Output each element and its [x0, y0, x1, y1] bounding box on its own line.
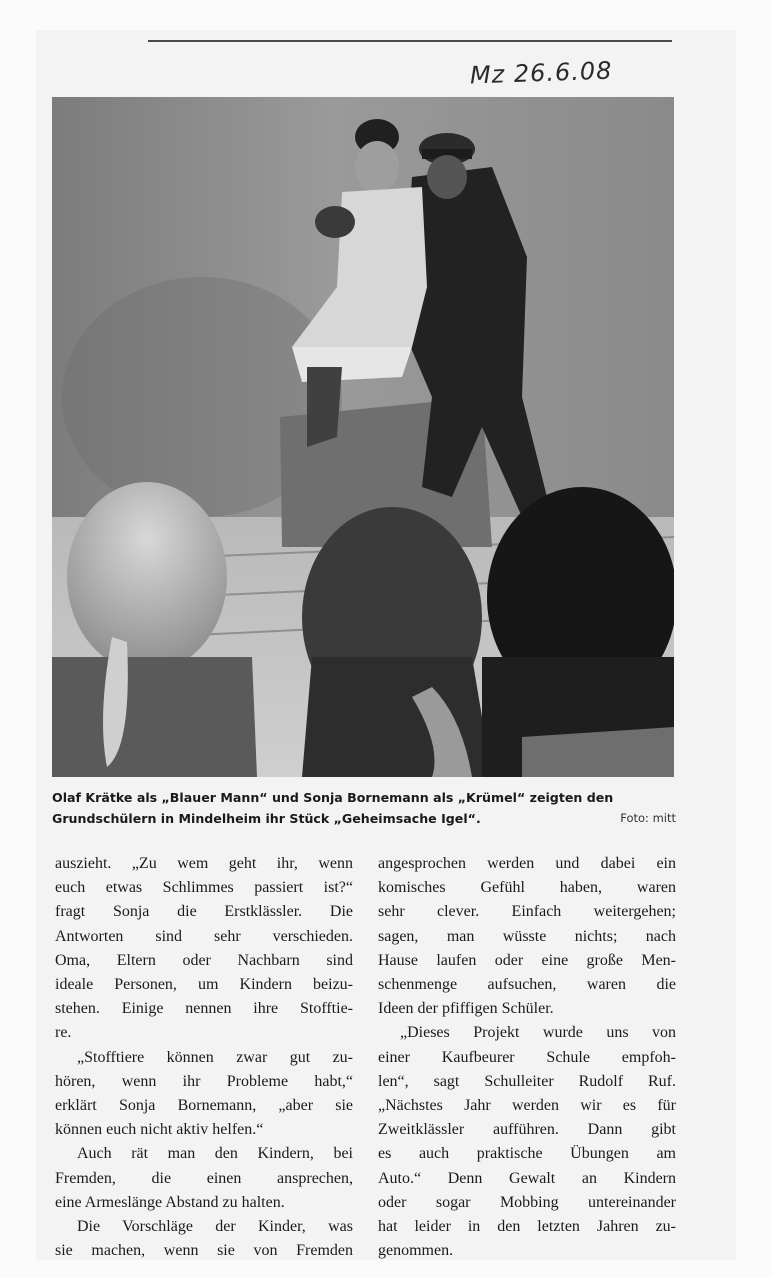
text-line: erklärt Sonja Bornemann, „aber sie [55, 1097, 353, 1115]
text-line: hören, wenn ihr Probleme habt,“ [55, 1072, 353, 1090]
text-line: „Nächstes Jahr werden wir es für [378, 1097, 676, 1115]
text-line: können euch nicht aktiv helfen.“ [55, 1121, 264, 1139]
photo-caption [52, 787, 676, 829]
article-column-left [55, 852, 353, 1263]
article-column-right [378, 852, 676, 1263]
text-line: sehr clever. Einfach weitergehen; [378, 903, 676, 921]
text-line: Zweitklässler aufführen. Dann gibt [378, 1121, 676, 1139]
text-line: Oma, Eltern oder Nachbarn sind [55, 951, 353, 969]
photo-credit: Foto: mitt [620, 811, 676, 825]
text-line: einer Kaufbeurer Schule empfoh- [378, 1048, 676, 1066]
text-line: es auch praktische Übungen am [378, 1145, 676, 1163]
paragraph [55, 1142, 353, 1215]
text-line: Hause laufen oder eine große Men- [378, 951, 676, 969]
paragraph [55, 1046, 353, 1143]
paragraph [55, 852, 353, 1046]
caption-line: Olaf Krätke als „Blauer Mann“ und Sonja Bornemann als „Krümel“ zeigten den [52, 790, 614, 805]
text-line: auszieht. „Zu wem geht ihr, wenn [55, 855, 353, 872]
text-line: „Dieses Projekt wurde uns von [400, 1024, 676, 1042]
top-rule [148, 40, 672, 42]
text-line: Antworten sind sehr verschieden. [55, 927, 353, 945]
text-line: „Stofftiere können zwar gut zu- [77, 1048, 353, 1066]
text-line: sie machen, wenn sie von Fremden [55, 1242, 353, 1260]
text-line: Auto.“ Denn Gewalt an Kindern [378, 1169, 676, 1187]
text-line: fragt Sonja die Erstklässler. Die [55, 903, 353, 921]
text-line: hat leider in den letzten Jahren zu- [378, 1218, 676, 1236]
text-line: oder sogar Mobbing untereinander [378, 1193, 676, 1211]
text-line: angesprochen werden und dabei ein [378, 855, 676, 872]
caption-line: Grundschülern in Mindelheim ihr Stück „Geheimsache Igel“. [52, 811, 481, 826]
text-line: stehen. Einige nennen ihre Stofftie- [55, 1000, 353, 1018]
text-line: Ideen der pfiffigen Schüler. [378, 1000, 554, 1018]
article-photo [52, 97, 674, 777]
text-line: genommen. [378, 1242, 454, 1260]
text-line: schenmenge aufsuchen, waren die [378, 976, 676, 994]
text-line: re. [55, 1024, 72, 1042]
text-line: eine Armeslänge Abstand zu halten. [55, 1193, 285, 1211]
paragraph [378, 852, 676, 1021]
text-line: sagen, man wüsste nichts; nach [378, 927, 676, 945]
text-line: len“, sagt Schulleiter Rudolf Ruf. [378, 1072, 676, 1090]
text-line: euch etwas Schlimmes passiert ist?“ [55, 879, 353, 897]
text-line: Die Vorschläge der Kinder, was [77, 1218, 353, 1236]
handwritten-date-note: Mz 26.6.08 [469, 56, 613, 90]
text-line: komisches Gefühl haben, waren [378, 879, 676, 897]
paragraph [378, 1021, 676, 1263]
text-line: ideale Personen, um Kindern beizu- [55, 976, 353, 994]
paragraph [55, 1215, 353, 1263]
text-line: Fremden, die einen ansprechen, [55, 1169, 353, 1187]
text-line: Auch rät man den Kindern, bei [77, 1145, 353, 1163]
